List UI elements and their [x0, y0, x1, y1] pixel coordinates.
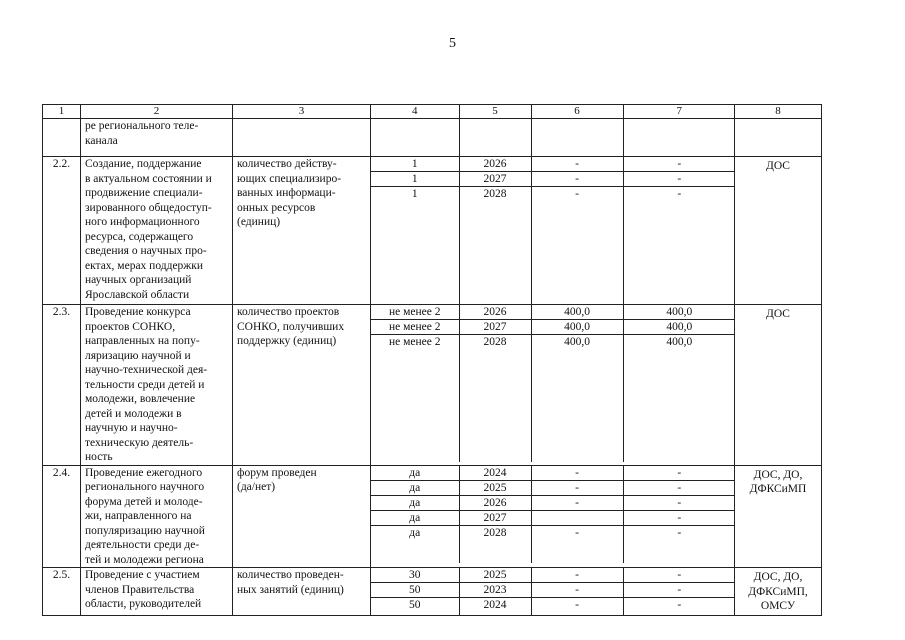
- col-header-5: 5: [459, 105, 531, 118]
- col-header-2: 2: [81, 105, 233, 119]
- responsible-body: ДОС: [735, 157, 822, 305]
- table-row: [43, 305, 822, 466]
- year: 2024: [459, 598, 531, 616]
- value-row: [371, 583, 735, 598]
- year: 2027: [459, 172, 531, 187]
- target-value: не менее 2: [371, 320, 459, 335]
- indicator-values: [371, 119, 735, 157]
- funding-col-6: -: [531, 172, 623, 187]
- plan-table-body: [43, 105, 822, 616]
- target-value: не менее 2: [371, 305, 459, 320]
- funding-col-7: -: [623, 510, 735, 525]
- funding-col-7: -: [623, 187, 735, 305]
- table-row: [43, 119, 822, 157]
- funding-col-6: 400,0: [531, 305, 623, 320]
- year: 2023: [459, 583, 531, 598]
- target-value: да: [371, 480, 459, 495]
- responsible-body: [735, 119, 822, 157]
- table-row: [43, 157, 822, 305]
- target-value: 1: [371, 172, 459, 187]
- target-value: да: [371, 525, 459, 563]
- funding-col-6: 400,0: [531, 320, 623, 335]
- col-header-8: 8: [735, 105, 822, 119]
- col-header-4-7: [371, 105, 735, 119]
- indicator-name: количество проведен- ных занятий (единиц): [233, 568, 371, 616]
- funding-col-7: -: [623, 480, 735, 495]
- value-row: [371, 598, 735, 616]
- year: [459, 119, 531, 156]
- year: 2026: [459, 305, 531, 320]
- funding-col-6: -: [531, 525, 623, 563]
- target-value: да: [371, 466, 459, 481]
- indicator-values: [371, 465, 735, 568]
- value-row: [371, 568, 735, 583]
- measure-name: Проведение ежегодного регионального научного форума детей и молоде- жи, направленного на популяризацию научной деятельности среди де- тей и молодежи региона: [81, 465, 233, 568]
- table-row: [43, 568, 822, 616]
- indicator-name: [233, 119, 371, 157]
- target-value: [371, 119, 459, 156]
- funding-col-7: -: [677, 158, 682, 170]
- measure-name: Создание, поддержание в актуальном состоянии и продвижение специали- зированного общедоступ- ного информационного ресурса, содержащего сведения о научных про- ектах, мерах поддержки научных организаций Ярославской области: [81, 157, 233, 305]
- funding-col-7: -: [623, 598, 735, 616]
- target-value: 50: [371, 583, 459, 598]
- funding-col-6: -: [531, 583, 623, 598]
- funding-col-7: 400,0: [623, 335, 735, 463]
- funding-col-7: -: [623, 495, 735, 510]
- col-header-7: 7: [676, 105, 682, 117]
- indicator-name: количество действу- ющих специализиро- ванных информаци- онных ресурсов (единиц): [233, 157, 371, 305]
- funding-col-7: -: [623, 583, 735, 598]
- responsible-body: ДОС, ДО, ДФКСиМП: [735, 465, 822, 568]
- measure-name: Проведение конкурса проектов СОНКО, направленных на попу- ляризацию научной и научно-технической дея- тельности среди детей и молодежи, вовлечение детей и молодежи в научную и научно- техническую деятель- ность: [81, 305, 233, 466]
- funding-col-6: -: [531, 495, 623, 510]
- indicator-name: форум проведен (да/нет): [233, 465, 371, 568]
- value-row: [371, 119, 735, 156]
- value-row: [371, 305, 735, 320]
- funding-col-6: -: [531, 480, 623, 495]
- value-row: [371, 320, 735, 335]
- value-row: [371, 480, 735, 495]
- indicator-values: [371, 157, 735, 305]
- funding-col-6: -: [531, 598, 623, 616]
- year: 2028: [459, 525, 531, 563]
- funding-col-6: [531, 119, 623, 156]
- funding-col-6: -: [531, 466, 623, 481]
- year: 2025: [459, 480, 531, 495]
- value-row: [371, 172, 735, 187]
- year: 2026: [459, 157, 531, 172]
- year: 2027: [459, 510, 531, 525]
- col-header-3: 3: [233, 105, 371, 119]
- col-header-4: 4: [371, 105, 459, 118]
- measure-name: Проведение с участием членов Правительства области, руководителей: [81, 568, 233, 616]
- indicator-name: количество проектов СОНКО, получивших поддержку (единиц): [233, 305, 371, 466]
- target-value: 30: [371, 568, 459, 583]
- funding-col-7: [623, 119, 735, 156]
- responsible-body: ДОС: [735, 305, 822, 466]
- funding-col-6: -: [531, 187, 623, 305]
- funding-col-7: -: [623, 525, 735, 563]
- value-row: [371, 495, 735, 510]
- funding-col-7: 400,0: [623, 320, 735, 335]
- value-row: [371, 335, 735, 463]
- value-row: [371, 466, 735, 481]
- year: 2028: [459, 187, 531, 305]
- value-row: [371, 510, 735, 525]
- value-row: [371, 525, 735, 563]
- header-row: [43, 105, 822, 119]
- value-row: [371, 187, 735, 305]
- indicator-values: [371, 568, 735, 616]
- col-header-1: 1: [43, 105, 81, 119]
- plan-table: [42, 104, 822, 616]
- funding-col-7: -: [677, 466, 682, 479]
- responsible-body: ДОС, ДО, ДФКСиМП, ОМСУ: [735, 568, 822, 616]
- year: 2028: [459, 335, 531, 463]
- row-number: 2.2.: [43, 157, 81, 305]
- year: 2027: [459, 320, 531, 335]
- target-value: 50: [371, 598, 459, 616]
- target-value: не менее 2: [371, 335, 459, 463]
- row-number: 2.5.: [43, 568, 81, 616]
- target-value: 1: [371, 187, 459, 305]
- funding-col-6: 400,0: [531, 335, 623, 463]
- year: 2025: [459, 568, 531, 583]
- table-row: [43, 465, 822, 568]
- measure-name: ре регионального теле- канала: [81, 119, 233, 157]
- year: 2026: [459, 495, 531, 510]
- year: 2024: [459, 466, 531, 481]
- row-number: [43, 119, 81, 157]
- target-value: 1: [371, 157, 459, 172]
- funding-col-6: -: [531, 157, 623, 172]
- row-number: 2.4.: [43, 465, 81, 568]
- page-number: 5: [449, 36, 456, 51]
- funding-col-6: [531, 510, 623, 525]
- row-number: 2.3.: [43, 305, 81, 466]
- col-header-6: 6: [531, 105, 623, 118]
- indicator-values: [371, 305, 735, 466]
- funding-col-7: -: [623, 172, 735, 187]
- target-value: да: [371, 495, 459, 510]
- funding-col-6: -: [531, 568, 623, 583]
- target-value: да: [371, 510, 459, 525]
- funding-col-7: 400,0: [666, 306, 693, 318]
- funding-col-7: -: [677, 569, 682, 581]
- value-row: [371, 157, 735, 172]
